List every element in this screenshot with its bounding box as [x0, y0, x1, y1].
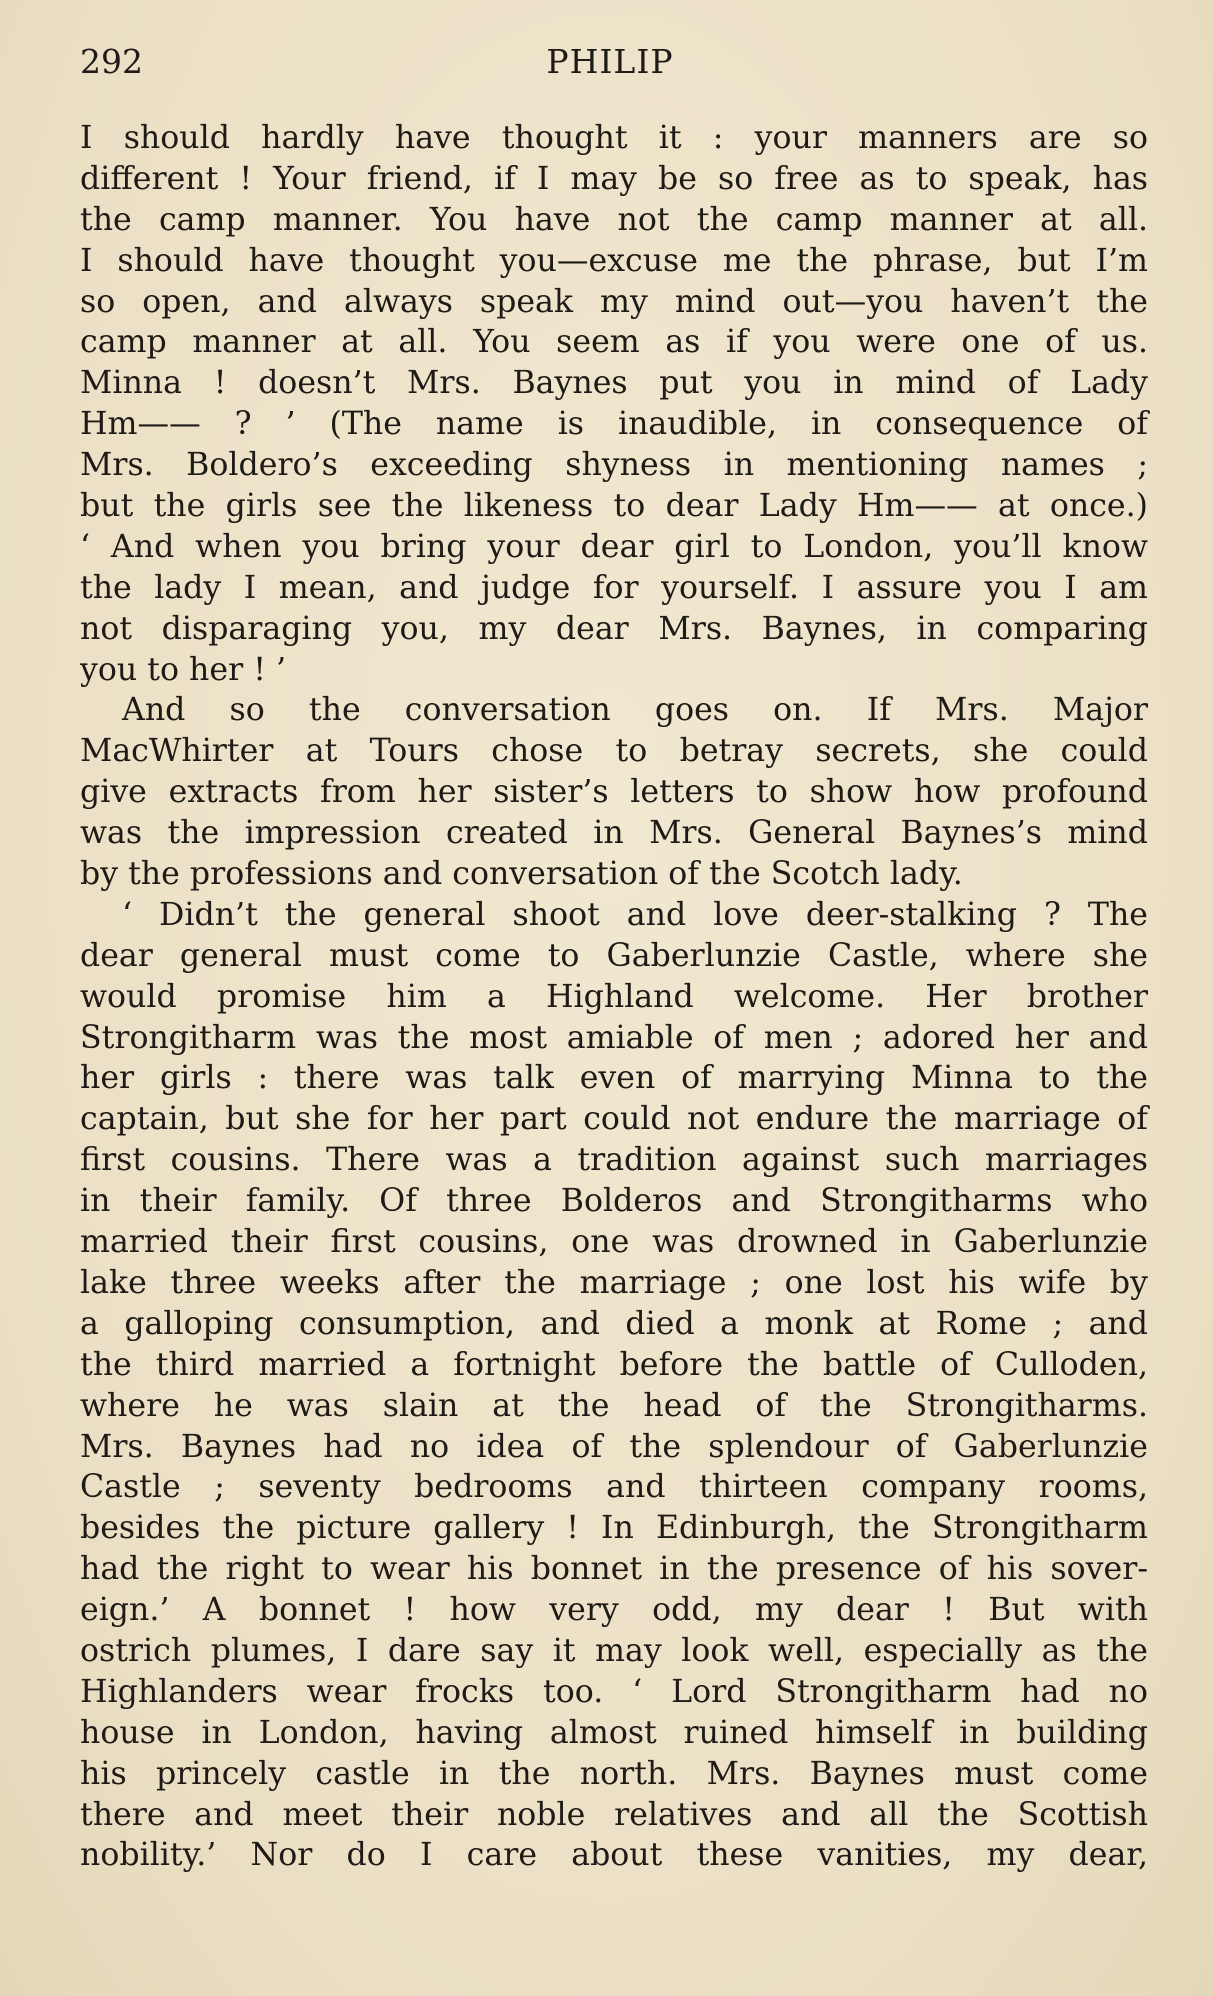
running-head: [80, 42, 1140, 92]
text-line: his princely castle in the north. Mrs. Baynes must come: [80, 1755, 1148, 1792]
text-line: Mrs. Boldero’s exceeding shyness in mentioning names ;: [80, 447, 1148, 484]
text-line: there and meet their noble relatives and all the Scottish: [80, 1796, 1148, 1833]
text-line: where he was slain at the head of the Strongitharms.: [80, 1387, 1148, 1424]
text-line: the camp manner. You have not the camp manner at all.: [80, 201, 1148, 238]
text-line: so open, and always speak my mind out—you haven’t the: [80, 283, 1148, 320]
text-line: by the professions and conversation of the Scotch lady.: [80, 856, 963, 893]
text-line: the lady I mean, and judge for yourself. I assure you I am: [80, 569, 1148, 606]
running-title: PHILIP: [546, 42, 674, 81]
text-line: And so the conversation goes on. If Mrs. Major: [122, 692, 1148, 729]
text-line: a galloping consumption, and died a monk at Rome ; and: [80, 1305, 1148, 1342]
text-line: Castle ; seventy bedrooms and thirteen company rooms,: [80, 1469, 1148, 1506]
text-line: you to her ! ’: [80, 651, 286, 688]
text-line: house in London, having almost ruined himself in building: [80, 1714, 1148, 1751]
text-line: I should have thought you—excuse me the phrase, but I’m: [80, 242, 1148, 279]
text-line: eign.’ A bonnet ! how very odd, my dear ! But with: [80, 1592, 1148, 1629]
text-line: besides the picture gallery ! In Edinburgh, the Strongitharm: [80, 1510, 1148, 1547]
text-line: Hm—— ? ’ (The name is inaudible, in consequence of: [80, 406, 1148, 443]
text-line: Minna ! doesn’t Mrs. Baynes put you in mind of Lady: [80, 365, 1148, 402]
text-line: ‘ And when you bring your dear girl to London, you’ll know: [80, 528, 1148, 565]
text-line: give extracts from her sister’s letters to show how profound: [80, 774, 1148, 811]
text-line: ostrich plumes, I dare say it may look well, especially as the: [80, 1632, 1148, 1669]
text-line: nobility.’ Nor do I care about these vanities, my dear,: [80, 1837, 1148, 1874]
text-line: lake three weeks after the marriage ; one lost his wife by: [80, 1264, 1148, 1301]
text-line: I should hardly have thought it : your manners are so: [80, 120, 1148, 156]
text-line: was the impression created in Mrs. General Baynes’s mind: [80, 815, 1148, 852]
text-line: camp manner at all. You seem as if you were one of us.: [80, 324, 1148, 361]
text-line: in their family. Of three Bolderos and Strongitharms who: [80, 1183, 1148, 1220]
text-line: the third married a fortnight before the battle of Culloden,: [80, 1346, 1148, 1383]
text-line: Highlanders wear frocks too. ‘ Lord Strongitharm had no: [80, 1673, 1148, 1710]
text-line: captain, but she for her part could not endure the marriage of: [80, 1101, 1148, 1138]
body-text: [80, 118, 1148, 1876]
text-line: would promise him a Highland welcome. Her brother: [80, 978, 1148, 1015]
text-line: but the girls see the likeness to dear Lady Hm—— at once.): [80, 488, 1148, 525]
text-line: had the right to wear his bonnet in the presence of his sover-: [80, 1551, 1148, 1588]
text-line: Mrs. Baynes had no idea of the splendour of Gaberlunzie: [80, 1428, 1148, 1465]
text-line: not disparaging you, my dear Mrs. Baynes, in comparing: [80, 610, 1148, 647]
text-line: dear general must come to Gaberlunzie Castle, where she: [80, 937, 1148, 974]
text-line: MacWhirter at Tours chose to betray secrets, she could: [80, 733, 1148, 770]
text-line: ‘ Didn’t the general shoot and love deer-stalking ? The: [122, 896, 1148, 933]
text-line: Strongitharm was the most amiable of men ; adored her and: [80, 1019, 1148, 1056]
page-number: 292: [80, 42, 143, 81]
text-line: her girls : there was talk even of marrying Minna to the: [80, 1060, 1148, 1097]
text-line: married their first cousins, one was drowned in Gaberlunzie: [80, 1224, 1148, 1261]
text-line: different ! Your friend, if I may be so free as to speak, has: [80, 160, 1148, 197]
text-line: first cousins. There was a tradition against such marriages: [80, 1142, 1148, 1179]
